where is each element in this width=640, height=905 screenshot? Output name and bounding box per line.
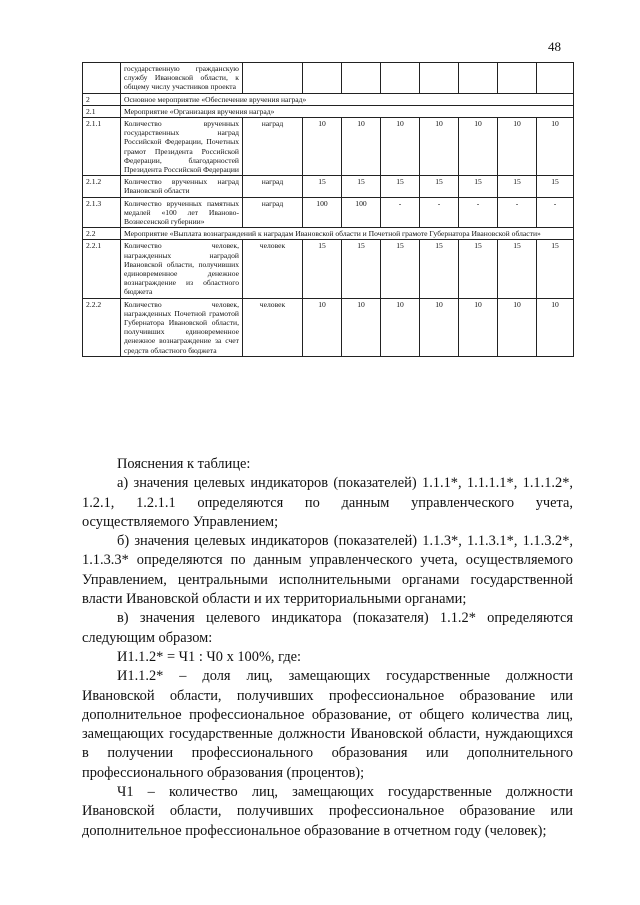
formula: И1.1.2* = Ч1 : Ч0 х 100%, где: <box>117 648 302 665</box>
value-cell: - <box>420 197 459 228</box>
value-cell <box>381 63 420 94</box>
value-cell: - <box>459 197 498 228</box>
indicator-name: государственную гражданскую службу Ивановской области, к общему числу участников проекта <box>121 63 243 94</box>
value-cell: 15 <box>381 176 420 197</box>
row-number: 2.2 <box>83 228 121 240</box>
section-title: Мероприятие «Организация вручения наград» <box>121 105 574 117</box>
value-cell: 15 <box>537 240 574 298</box>
page-number: 48 <box>548 39 561 54</box>
definition-1: И1.1.2* – доля лиц, замещающих государственные должности Ивановской области, получивших профессиональное образование или дополнительное профессиональное образование, от общего количества лиц, замещающих государственные должности Ивановской области, нуждающихся в получении профессионального образования или дополнительного профессионального образования (процентов); <box>82 668 573 781</box>
indicators-table-wrap <box>82 62 573 357</box>
value-cell: - <box>498 197 537 228</box>
indicator-name: Количество врученных государственных наград Российской Федерации, Почетных грамот Президента Российской Федерации, благодарностей Президента Российской Федерации <box>121 118 243 176</box>
value-cell: 10 <box>303 298 342 356</box>
row-number: 2 <box>83 93 121 105</box>
value-cell <box>537 63 574 94</box>
notes-heading: Пояснения к таблице: <box>117 456 251 472</box>
indicator-name: Количество врученных памятных медалей «100 лет Иваново-Вознесенской губернии» <box>121 197 243 228</box>
table-row <box>83 176 574 197</box>
value-cell: 15 <box>459 240 498 298</box>
value-cell <box>303 63 342 94</box>
table-row <box>83 298 574 356</box>
unit-cell: наград <box>243 197 303 228</box>
value-cell: 15 <box>420 176 459 197</box>
indicator-name: Количество врученных наград Ивановской области <box>121 176 243 197</box>
table-row <box>83 63 574 94</box>
unit-cell: наград <box>243 176 303 197</box>
value-cell: 15 <box>459 176 498 197</box>
value-cell: 10 <box>420 298 459 356</box>
value-cell: 15 <box>420 240 459 298</box>
indicators-table-body <box>83 63 574 357</box>
value-cell: - <box>381 197 420 228</box>
row-number: 2.1.2 <box>83 176 121 197</box>
table-row <box>83 93 574 105</box>
value-cell: 10 <box>459 118 498 176</box>
note-a: а) значения целевых индикаторов (показателей) 1.1.1*, 1.1.1.1*, 1.1.1.2*, 1.2.1, 1.2.1.1 определяются по данным управленческого учета, осуществляемого Управлением; <box>82 475 573 530</box>
unit-cell: наград <box>243 118 303 176</box>
value-cell: 10 <box>537 298 574 356</box>
indicators-table <box>82 62 574 357</box>
note-b: б) значения целевых индикаторов (показателей) 1.1.3*, 1.1.3.1*, 1.1.3.2*, 1.1.3.3* определяются по данным управленческого учета, осуществляемого Управлением, центральными исполнительными органами государственной власти Ивановской области и их территориальными органами; <box>82 533 573 608</box>
section-title: Мероприятие «Выплата вознаграждений к наградам Ивановской области и Почетной грамоте Губернатора Ивановской области» <box>121 228 574 240</box>
row-number: 2.1.3 <box>83 197 121 228</box>
value-cell <box>420 63 459 94</box>
value-cell: 10 <box>420 118 459 176</box>
value-cell: 15 <box>303 240 342 298</box>
value-cell: 15 <box>342 176 381 197</box>
table-row <box>83 197 574 228</box>
value-cell: 15 <box>381 240 420 298</box>
value-cell: 15 <box>537 176 574 197</box>
value-cell: 10 <box>459 298 498 356</box>
value-cell: 15 <box>498 240 537 298</box>
value-cell: 10 <box>381 298 420 356</box>
indicator-name: Количество человек, награжденных наградой Ивановской области, получивших единовременное денежное вознаграждение из областного бюджета <box>121 240 243 298</box>
value-cell <box>459 63 498 94</box>
table-row <box>83 105 574 117</box>
table-row <box>83 240 574 298</box>
value-cell <box>498 63 537 94</box>
value-cell: 10 <box>381 118 420 176</box>
value-cell: 10 <box>342 118 381 176</box>
value-cell: - <box>537 197 574 228</box>
indicator-name: Количество человек, награжденных Почетной грамотой Губернатора Ивановской области, получивших единовременное денежное вознаграждение за счет средств областного бюджета <box>121 298 243 356</box>
row-number <box>83 63 121 94</box>
row-number: 2.1.1 <box>83 118 121 176</box>
unit-cell <box>243 63 303 94</box>
section-title: Основное мероприятие «Обеспечение вручения наград» <box>121 93 574 105</box>
table-notes <box>82 455 573 841</box>
row-number: 2.2.2 <box>83 298 121 356</box>
value-cell: 15 <box>342 240 381 298</box>
value-cell: 100 <box>303 197 342 228</box>
value-cell <box>342 63 381 94</box>
row-number: 2.2.1 <box>83 240 121 298</box>
value-cell: 15 <box>303 176 342 197</box>
unit-cell: человек <box>243 240 303 298</box>
table-row <box>83 228 574 240</box>
value-cell: 100 <box>342 197 381 228</box>
value-cell: 10 <box>537 118 574 176</box>
note-c: в) значения целевого индикатора (показателя) 1.1.2* определяются следующим образом: <box>82 610 573 646</box>
value-cell: 10 <box>498 118 537 176</box>
unit-cell: человек <box>243 298 303 356</box>
table-row <box>83 118 574 176</box>
definition-2: Ч1 – количество лиц, замещающих государственные должности Ивановской области, получивших профессиональное образование или дополнительное профессиональное образование в отчетном году (человек); <box>82 784 573 839</box>
value-cell: 10 <box>303 118 342 176</box>
value-cell: 10 <box>342 298 381 356</box>
row-number: 2.1 <box>83 105 121 117</box>
value-cell: 15 <box>498 176 537 197</box>
value-cell: 10 <box>498 298 537 356</box>
